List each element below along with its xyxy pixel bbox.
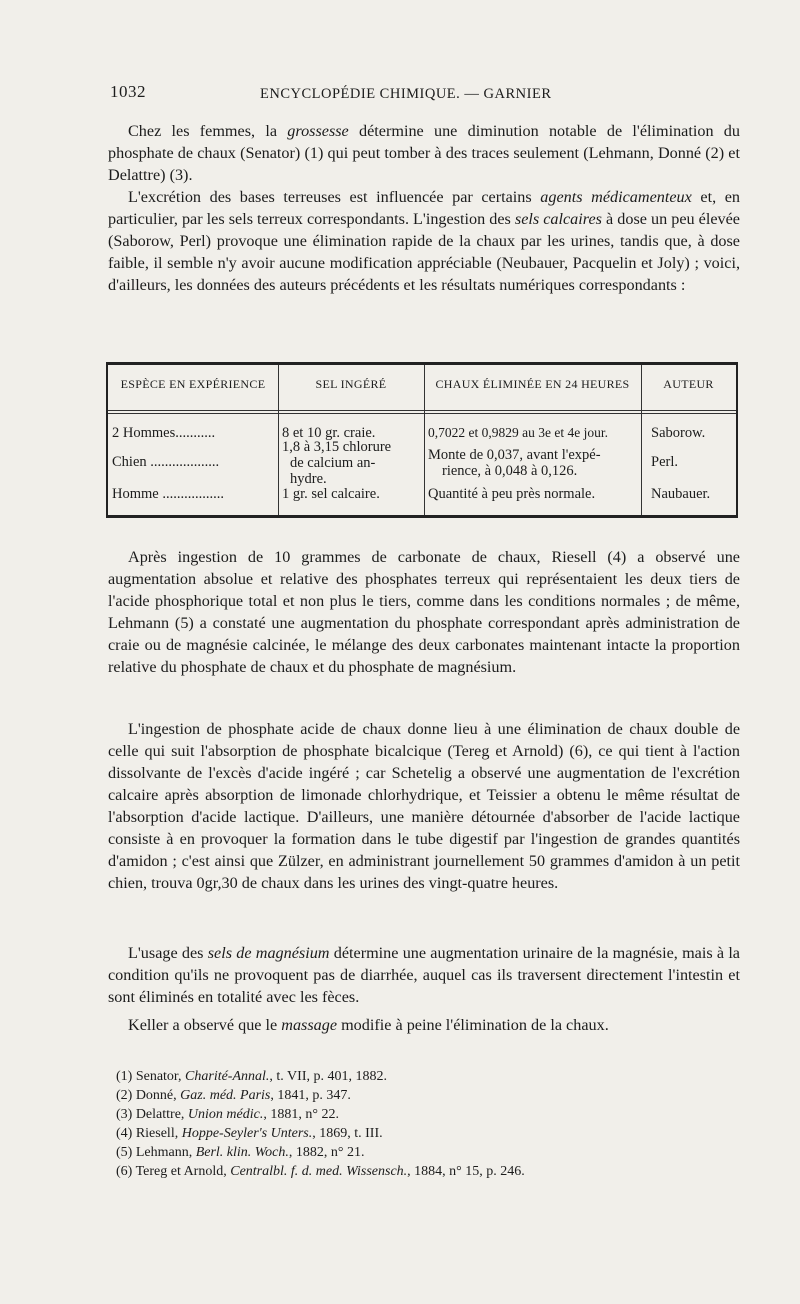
footnote: (1) Senator, Charité-Annal., t. VII, p. 401, 1882. (116, 1069, 387, 1084)
running-header (110, 82, 740, 108)
paragraph-medicinal-agents: L'excrétion des bases terreuses est influencée par certains agents médicamenteux et, en particulier, par les sels terreux correspondants. L'ingestion des sels calcaires à dose un peu élevée (Saborow, Perl) provoque une élimination rapide de la chaux par les urines, tandis que, à dose faible, il semble n'y avoir aucune modification appréciable (Neubauer, Pacquelin et Joly) ; voici, d'ailleurs, les données des auteurs précédents et les résultats numériques correspondants : (108, 188, 740, 294)
table-header-auteur: AUTEUR (663, 377, 714, 391)
paragraph-magnesium-salts: L'usage des sels de magnésium détermine une augmentation urinaire de la magnésie, mais à la condition qu'ils ne provoquent pas de diarrhée, auquel cas ils traversent directement l'intestin et sont éliminés en totalité avec les fèces. (108, 944, 740, 1006)
table-cell-auteur: Saborow. (651, 425, 706, 441)
table-cell-sel: 1 gr. sel calcaire. (282, 486, 380, 502)
table-cell-sel: 8 et 10 gr. craie. (282, 425, 376, 441)
table-cell-chaux: Monte de 0,037, avant l'expé- (428, 447, 601, 463)
table-header-rule (108, 410, 736, 411)
table-cell-chaux: Quantité à peu près normale. (428, 486, 596, 502)
table-cell-espece: Homme ................. (112, 486, 224, 502)
paragraph-massage: Keller a observé que le massage modifie à peine l'élimination de la chaux. (128, 1016, 609, 1034)
table-header-sel: SEL INGÉRÉ (315, 377, 387, 391)
footnote: (2) Donné, Gaz. méd. Paris, 1841, p. 347. (116, 1088, 351, 1103)
footnote: (6) Tereg et Arnold, Centralbl. f. d. med. Wissensch., 1884, n° 15, p. 246. (116, 1164, 525, 1179)
table-cell-auteur: Perl. (651, 454, 678, 470)
footnote: (3) Delattre, Union médic., 1881, n° 22. (116, 1107, 339, 1122)
page-number: 1032 (110, 82, 146, 101)
paragraph-acid-phosphate: L'ingestion de phosphate acide de chaux donne lieu à une élimination de chaux double de celle qui suit l'absorption de phosphate bicalcique (Tereg et Arnold) (6), ce qui tient à l'action dissolvante de l'excès d'acide ingéré ; car Schetelig a observé une augmentation de l'excrétion calcaire après absorption de limonade chlorhydrique, et Teissier a obtenu le même résultat de l'absorption d'acide lactique. D'ailleurs, une manière détournée d'absorber de l'acide lactique consiste à en provoquer la formation dans le tube digestif par l'ingestion de grandes quantités d'amidon ; c'est ainsi que Zülzer, en administrant journellement 50 grammes d'amidon à un petit chien, trouva 0gr,30 de chaux dans les urines des vingt-quatre heures. (108, 720, 740, 892)
results-table (106, 362, 738, 518)
table-cell-auteur: Naubauer. (651, 486, 711, 502)
table-cell-chaux: 0,7022 et 0,9829 au 3e et 4e jour. (428, 425, 608, 440)
footnote: (5) Lehmann, Berl. klin. Woch., 1882, n° 21. (116, 1145, 365, 1160)
paragraph-carbonate-ingestion: Après ingestion de 10 grammes de carbonate de chaux, Riesell (4) a observé une augmentation absolue et relative des phosphates terreux qui représentaient les deux tiers de l'acide phosphorique total et non plus le tiers, comme dans les conditions normales ; de même, Lehmann (5) a constaté une augmentation du phosphate correspondant après administration de craie ou de magnésie calcinée, le mélange des deux carbonates maintenant intacte la proportion relative du phosphate de chaux et du phosphate de magnésium. (108, 548, 740, 676)
table-cell-sel: hydre. (290, 471, 327, 487)
table-header-chaux: CHAUX ÉLIMINÉE EN 24 HEURES (435, 377, 630, 391)
table-header-rule (108, 413, 736, 414)
table-cell-espece: 2 Hommes........... (112, 425, 216, 441)
table-header-espece: ESPÈCE EN EXPÉRIENCE (120, 377, 266, 391)
table-cell-chaux: rience, à 0,048 à 0,126. (442, 463, 578, 479)
running-title: ENCYCLOPÉDIE CHIMIQUE. — GARNIER (260, 86, 552, 102)
table-cell-espece: Chien ................... (112, 454, 220, 470)
table-cell-sel: de calcium an- (290, 455, 376, 471)
footnote: (4) Riesell, Hoppe-Seyler's Unters., 1869, t. III. (116, 1126, 383, 1141)
table-cell-sel: 1,8 à 3,15 chlorure (282, 439, 392, 455)
paragraph-pregnancy: Chez les femmes, la grossesse détermine une diminution notable de l'élimination du phosphate de chaux (Senator) (1) qui peut tomber à des traces seulement (Lehmann, Donné (2) et Delattre) (3). (108, 122, 740, 184)
